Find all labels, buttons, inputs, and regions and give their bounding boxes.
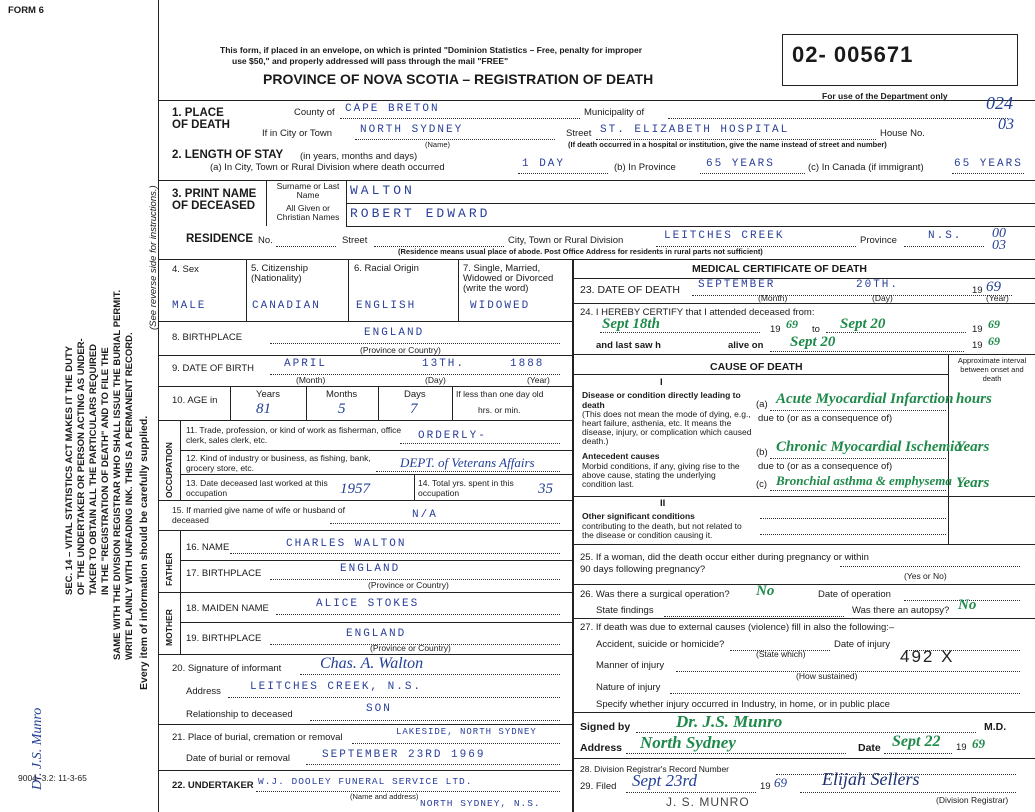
- notice-line-2: use $50," and properly addressed will pass through the mail "FREE": [232, 56, 509, 66]
- institution-hint: (If death occurred in a hospital or institution, give the name instead of street and number): [568, 140, 887, 149]
- rule: [230, 553, 560, 554]
- mother-maiden-value[interactable]: ALICE STOKES: [316, 598, 420, 610]
- attended-from-year-prefix: 19: [770, 324, 781, 335]
- autopsy-label: Was there an autopsy?: [852, 605, 950, 616]
- rule: [266, 180, 267, 226]
- direct-cause-hint: (This does not mean the mode of dying, e.g., heart failure, asthenia, etc. It means the disease, injury, or complication which caused death.): [582, 409, 752, 446]
- undertaker-value[interactable]: W.J. DOOLEY FUNERAL SERVICE LTD.: [258, 776, 473, 787]
- industry-home-label: Specify whether injury occurred in Industry, in home, or in public place: [596, 699, 890, 710]
- pregnancy-label: 25. If a woman, did the death occur either during pregnancy or within 90 days following pregnancy?: [580, 552, 869, 575]
- attended-from-year[interactable]: 69: [786, 317, 798, 331]
- residence-province-value[interactable]: N.S.: [928, 230, 963, 242]
- direct-cause-label: Disease or condition directly leading to death: [582, 390, 741, 410]
- rule: [158, 355, 572, 356]
- print-name-label: 3. PRINT NAME OF DECEASED: [172, 188, 257, 212]
- rule: [376, 471, 560, 472]
- rule: [452, 386, 453, 420]
- sec14-line: SAME WITH THE DIVISION REGISTRAR WHO SHALL ISSUE THE BURIAL PERMIT.: [112, 289, 123, 660]
- signed-by-label: Signed by: [580, 721, 631, 733]
- month-hint: (Month): [296, 375, 326, 385]
- rule: [600, 332, 760, 333]
- stay-b-value[interactable]: 65 YEARS: [706, 158, 775, 170]
- rule: [400, 443, 560, 444]
- county-value[interactable]: CAPE BRETON: [345, 103, 440, 115]
- dob-year[interactable]: 1888: [510, 358, 545, 370]
- residence-city-value[interactable]: LEITCHES CREEK: [664, 230, 785, 242]
- years-label: Years: [256, 389, 280, 400]
- rule: [276, 246, 336, 247]
- cause-c-label: (c): [756, 479, 768, 490]
- months-label: Months: [326, 389, 358, 400]
- filed-year[interactable]: 69: [774, 775, 787, 790]
- burial-place-value[interactable]: LAKESIDE, NORTH SYDNEY: [396, 727, 537, 737]
- length-of-stay-label: 2. LENGTH OF STAY: [172, 149, 284, 161]
- rule: [180, 622, 572, 623]
- cause-a-value[interactable]: Acute Myocardial Infarction: [776, 391, 954, 407]
- marital-status-label: 7. Single, Married, Widowed or Divorced (write the word): [463, 263, 554, 294]
- printed-name: J. S. MUNRO: [666, 795, 750, 809]
- surgical-value[interactable]: No: [756, 583, 775, 599]
- marital-status-value[interactable]: WIDOWED: [470, 300, 531, 312]
- rule: [158, 386, 572, 387]
- interval-header: Approximate interval between onset and death: [957, 356, 1027, 383]
- relationship-label: Relationship to deceased: [186, 709, 293, 720]
- rule: [246, 259, 247, 321]
- father-name-value[interactable]: CHARLES WALTON: [286, 538, 407, 550]
- other-conditions-hint: contributing to the death, but not related to the disease or condition causing it.: [582, 521, 742, 540]
- rule: [572, 374, 948, 375]
- mother-birthplace-value[interactable]: ENGLAND: [346, 628, 407, 640]
- rule: [572, 278, 1035, 279]
- relationship-value[interactable]: SON: [366, 703, 392, 715]
- rule: [352, 743, 560, 744]
- rule: [692, 295, 1012, 296]
- stay-a-value[interactable]: 1 DAY: [522, 158, 566, 170]
- rule: [668, 118, 1008, 119]
- residence-city-label: City, Town or Rural Division: [508, 235, 624, 246]
- birthplace-label: 8. BIRTHPLACE: [172, 332, 243, 343]
- rule: [158, 770, 572, 771]
- rule: [664, 616, 844, 617]
- occupation-side-label: OCCUPATION: [164, 442, 174, 498]
- informant-signature[interactable]: Chas. A. Walton: [320, 655, 424, 672]
- municipality-code: 024: [986, 93, 1013, 113]
- industry-label: 12. Kind of industry or business, as fishing, bank, grocery store, etc.: [186, 453, 371, 473]
- city-label: If in City or Town: [262, 128, 333, 139]
- how-sustained-hint: (How sustained): [796, 671, 858, 681]
- rule: [572, 758, 1035, 759]
- residence-province-label: Province: [860, 235, 897, 246]
- rule: [158, 592, 572, 593]
- rule: [158, 530, 572, 531]
- rule: [180, 474, 572, 475]
- registration-number: 02- 005671: [792, 42, 914, 67]
- signing-year-prefix: 19: [956, 742, 967, 753]
- year-hint: (Year): [527, 375, 550, 385]
- attended-to-year-prefix: 19: [972, 324, 983, 335]
- citizenship-label: 5. Citizenship (Nationality): [251, 263, 309, 284]
- rule: [180, 530, 181, 592]
- rule: [158, 321, 572, 322]
- rule: [626, 792, 756, 793]
- stay-a-label: (a) In City, Town or Rural Division where death occurred: [210, 162, 445, 173]
- undertaker-city[interactable]: NORTH SYDNEY, N.S.: [420, 798, 541, 809]
- rule: [158, 724, 572, 725]
- day-hint: (Day): [872, 293, 893, 303]
- signing-address-value[interactable]: North Sydney: [640, 733, 736, 752]
- filed-year-prefix: 19: [760, 781, 771, 792]
- injury-date-label: Date of injury: [834, 639, 890, 650]
- manner-label: Manner of injury: [596, 660, 665, 671]
- burial-date-label: Date of burial or removal: [186, 753, 291, 764]
- record-number-label: 28. Division Registrar's Record Number: [580, 764, 730, 774]
- father-name-label: 16. NAME: [186, 542, 230, 553]
- cause-b-value[interactable]: Chronic Myocardial Ischemia: [776, 439, 962, 455]
- burial-date-value[interactable]: SEPTEMBER 23RD 1969: [322, 749, 486, 761]
- residence-label: RESIDENCE: [186, 233, 254, 245]
- attended-from[interactable]: Sept 18th: [602, 316, 660, 332]
- rule: [760, 534, 946, 535]
- rule: [158, 420, 572, 421]
- rule: [952, 173, 1024, 174]
- rule: [770, 490, 946, 491]
- state-which-hint: (State which): [756, 649, 806, 659]
- surname-value[interactable]: WALTON: [350, 183, 415, 198]
- house-label: House No.: [880, 128, 925, 139]
- street-label: Street: [566, 128, 592, 139]
- rule: [518, 173, 608, 174]
- state-findings-label: State findings: [596, 605, 654, 616]
- county-label: County of: [294, 107, 335, 118]
- racial-origin-value[interactable]: ENGLISH: [356, 300, 417, 312]
- sec14-line: IN THE "REGISTRATION OF DEATH" AND TO FILE THE: [100, 347, 111, 595]
- rule: [572, 712, 1035, 713]
- rule: [572, 618, 1035, 619]
- antecedent-hint: Morbid conditions, if any, giving rise to the above cause, stating the underlying condition last.: [582, 461, 740, 489]
- rule: [230, 386, 231, 420]
- signing-date-label: Date: [858, 742, 881, 754]
- rule: [158, 100, 1035, 101]
- street-value[interactable]: ST. ELIZABETH HOSPITAL: [600, 124, 790, 136]
- cause-b-label: (b): [756, 447, 768, 458]
- cause-of-death-header: CAUSE OF DEATH: [710, 361, 803, 373]
- informant-signature-label: 20. Signature of informant: [172, 663, 282, 674]
- filed-date[interactable]: Sept 23rd: [632, 771, 698, 790]
- province-country-hint: (Province or Country): [360, 345, 441, 355]
- rule: [306, 386, 307, 420]
- date-of-death-label: 23. DATE OF DEATH: [580, 284, 680, 296]
- rule: [826, 332, 966, 333]
- margin-divider: [158, 0, 159, 812]
- due-to-label: due to (or as a consequence of): [758, 413, 893, 424]
- rule: [228, 697, 560, 698]
- surgical-label: 26. Was there a surgical operation?: [580, 589, 730, 600]
- mother-maiden-label: 18. MAIDEN NAME: [186, 603, 269, 614]
- manner-code: 492 X: [900, 647, 955, 666]
- rule: [270, 343, 560, 344]
- death-month[interactable]: SEPTEMBER: [698, 279, 776, 291]
- last-saw-year-prefix: 19: [972, 340, 983, 351]
- stay-c-value[interactable]: 65 YEARS: [954, 158, 1023, 170]
- rule: [770, 458, 946, 459]
- rule: [378, 386, 379, 420]
- dob-day[interactable]: 13TH.: [422, 358, 466, 370]
- day-hint: (Day): [425, 375, 446, 385]
- spouse-value[interactable]: N/A: [412, 509, 438, 521]
- sex-value[interactable]: MALE: [172, 300, 207, 312]
- birthplace-value[interactable]: ENGLAND: [364, 327, 425, 339]
- rule: [310, 720, 560, 721]
- last-worked-label: 13. Date deceased last worked at this occupation: [186, 478, 328, 498]
- last-worked-value[interactable]: 1957: [340, 481, 370, 497]
- year-hint: (Year): [986, 293, 1009, 303]
- margin-signature: Dr. J.S. Munro: [30, 707, 45, 790]
- attended-to[interactable]: Sept 20: [840, 316, 886, 332]
- rule: [572, 303, 1035, 304]
- stay-b-label: (b) In Province: [614, 162, 676, 173]
- rule: [180, 450, 572, 451]
- signing-address-label: Address: [580, 742, 623, 754]
- rule: [300, 674, 560, 675]
- department-use-note: For use of the Department only: [822, 91, 948, 101]
- name-hint: (Name): [425, 140, 451, 149]
- certify-label: 24. I HEREBY CERTIFY that I attended deceased from:: [580, 307, 815, 318]
- rule: [572, 584, 1035, 585]
- death-day[interactable]: 20TH.: [856, 279, 900, 291]
- rule: [458, 259, 459, 321]
- rule: [770, 351, 964, 352]
- external-causes-label: 27. If death was due to external causes (violence) fill in also the following:–: [580, 622, 895, 633]
- residence-hint: (Residence means usual place of abode. Post Office Address for residents in rural parts not sufficient): [398, 247, 763, 256]
- informant-address-label: Address: [186, 686, 221, 697]
- rule: [355, 139, 555, 140]
- form-title: PROVINCE OF NOVA SCOTIA – REGISTRATION OF DEATH: [263, 71, 654, 87]
- rule: [348, 259, 349, 321]
- autopsy-value[interactable]: No: [958, 597, 977, 613]
- rule: [884, 753, 952, 754]
- signed-by-value[interactable]: Dr. J.S. Munro: [676, 712, 783, 731]
- racial-origin-label: 6. Racial Origin: [354, 263, 419, 274]
- every-item-note: Every item of information should be carefully supplied.: [138, 415, 150, 690]
- form-number: FORM 6: [8, 5, 44, 16]
- death-year-prefix: 19: [972, 285, 983, 296]
- attended-to-year[interactable]: 69: [988, 317, 1000, 331]
- sex-label: 4. Sex: [172, 264, 199, 275]
- sec14-line: OF THE UNDERTAKER OR PERSON ACTING AS UNDER-: [76, 338, 87, 595]
- place-of-death-label: 1. PLACE OF DEATH: [172, 107, 230, 131]
- medical-certificate-header: MEDICAL CERTIFICATE OF DEATH: [692, 263, 867, 275]
- municipality-label: Municipality of: [584, 107, 645, 118]
- rule: [626, 753, 846, 754]
- last-saw-label: and last saw h: [596, 340, 661, 351]
- total-years-label: 14. Total yrs. spent in this occupation: [418, 478, 514, 498]
- stay-c-label: (c) In Canada (if immigrant): [808, 162, 924, 173]
- rule: [700, 173, 805, 174]
- given-names-value[interactable]: ROBERT EDWARD: [350, 206, 491, 221]
- hrs-min-label: hrs. or min.: [478, 405, 521, 415]
- rule: [572, 496, 1035, 497]
- mother-birthplace-label: 19. BIRTHPLACE: [186, 633, 262, 644]
- father-side-label: FATHER: [164, 552, 174, 586]
- rule: [306, 764, 560, 765]
- attended-to-label: to: [812, 324, 820, 335]
- antecedent-label: Antecedent causes: [582, 451, 660, 461]
- registrar-signature[interactable]: Elijah Sellers: [822, 769, 920, 789]
- residence-no-label: No.: [258, 235, 273, 246]
- father-birthplace-value[interactable]: ENGLAND: [340, 563, 401, 575]
- signing-year[interactable]: 69: [972, 736, 985, 751]
- sec14-line: SEC. 14 – VITAL STATISTICS ACT MAKES IT THE DUTY: [64, 345, 75, 595]
- rule: [670, 693, 1020, 694]
- sec14-line: TAKER TO OBTAIN ALL THE PARTICULARS REQUIRED: [88, 343, 99, 595]
- see-reverse-note: (See reverse side for instructions.): [148, 185, 159, 330]
- age-years[interactable]: 81: [256, 401, 271, 417]
- notice-line-1: This form, if placed in an envelope, on which is printed "Dominion Statistics – Free, penalty for improper: [220, 45, 643, 55]
- residence-street-label: Street: [342, 235, 368, 246]
- rule: [904, 246, 984, 247]
- dob-month[interactable]: APRIL: [284, 358, 328, 370]
- last-saw-year[interactable]: 69: [988, 334, 1000, 348]
- stay-hint: (in years, months and days): [300, 151, 418, 162]
- death-year[interactable]: 69: [986, 279, 1001, 295]
- accident-label: Accident, suicide or homicide?: [596, 639, 725, 650]
- operation-date-label: Date of operation: [818, 589, 891, 600]
- burial-place-label: 21. Place of burial, cremation or removal: [172, 732, 343, 743]
- cause-c-value[interactable]: Bronchial asthma & emphysema: [776, 473, 952, 488]
- signing-date-value[interactable]: Sept 22: [892, 733, 941, 750]
- undertaker-label: 22. UNDERTAKER: [172, 780, 254, 791]
- father-birthplace-label: 17. BIRTHPLACE: [186, 568, 262, 579]
- rule: [180, 420, 181, 500]
- rule: [770, 410, 946, 411]
- trade-label: 11. Trade, profession, or kind of work as fisherman, office clerk, sales clerk, etc.: [186, 425, 402, 445]
- filed-label: 29. Filed: [580, 781, 617, 792]
- rule: [800, 792, 1016, 793]
- surname-box: [346, 180, 1035, 204]
- days-label: Days: [404, 389, 426, 400]
- cause-a-label: (a): [756, 399, 768, 410]
- yes-no-hint: (Yes or No): [904, 571, 947, 581]
- age-days[interactable]: 7: [410, 401, 418, 417]
- undertaker-hint: (Name and address): [350, 792, 419, 801]
- rule: [158, 500, 572, 501]
- rule: [572, 544, 1035, 545]
- rule: [276, 614, 560, 615]
- province-country-hint: (Province or Country): [368, 580, 449, 590]
- rule: [180, 592, 181, 654]
- cause-c-interval[interactable]: Years: [956, 475, 990, 491]
- center-divider: [572, 259, 574, 812]
- given-names-label: All Given or Christian Names: [276, 203, 340, 222]
- md-label: M.D.: [984, 721, 1007, 733]
- total-years-value[interactable]: 35: [538, 481, 553, 497]
- citizenship-value[interactable]: CANADIAN: [252, 300, 321, 312]
- industry-value[interactable]: DEPT. of Veterans Affairs: [400, 455, 535, 470]
- print-code: 9004–3.2: 11-3-65: [18, 773, 87, 783]
- rule: [760, 518, 946, 519]
- cause-a-interval[interactable]: hours: [956, 391, 992, 407]
- nature-label: Nature of injury: [596, 682, 661, 693]
- rule: [572, 354, 1035, 355]
- spouse-label: 15. If married give name of wife or husband of deceased: [172, 505, 345, 525]
- division-registrar-hint: (Division Registrar): [936, 795, 1009, 805]
- rule: [414, 474, 415, 500]
- trade-value[interactable]: ORDERLY-: [418, 430, 487, 442]
- other-conditions-label: Other significant conditions: [582, 511, 695, 521]
- dob-label: 9. DATE OF BIRTH: [172, 363, 254, 374]
- rule: [180, 560, 572, 561]
- mother-side-label: MOTHER: [164, 609, 174, 646]
- province-country-hint: (Province or Country): [370, 643, 451, 653]
- sec14-line: WRITE PLAINLY WITH UNFADING INK. THIS IS A PERMANENT RECORD.: [124, 332, 135, 660]
- last-saw-value[interactable]: Sept 20: [790, 334, 836, 350]
- rule: [340, 118, 580, 119]
- part-one-label: I: [660, 377, 663, 388]
- informant-address-value[interactable]: LEITCHES CREEK, N.S.: [250, 681, 423, 693]
- part-two-label: II: [660, 498, 666, 509]
- rule: [158, 259, 1035, 260]
- month-hint: (Month): [758, 293, 788, 303]
- house-code: 03: [998, 116, 1014, 133]
- surname-label: Surname or Last Name: [276, 181, 340, 200]
- age-label: 10. AGE in: [172, 395, 218, 406]
- city-value[interactable]: NORTH SYDNEY: [360, 124, 464, 136]
- rule: [840, 566, 1020, 567]
- rule: [330, 523, 560, 524]
- cause-b-interval[interactable]: Years: [956, 439, 990, 455]
- age-months[interactable]: 5: [338, 401, 346, 417]
- alive-on-label: alive on: [728, 340, 764, 351]
- due-to-label: due to (or as a consequence of): [758, 461, 893, 472]
- residence-codes: 00 03: [992, 226, 1006, 253]
- less-than-day-label: If less than one day old: [456, 389, 544, 399]
